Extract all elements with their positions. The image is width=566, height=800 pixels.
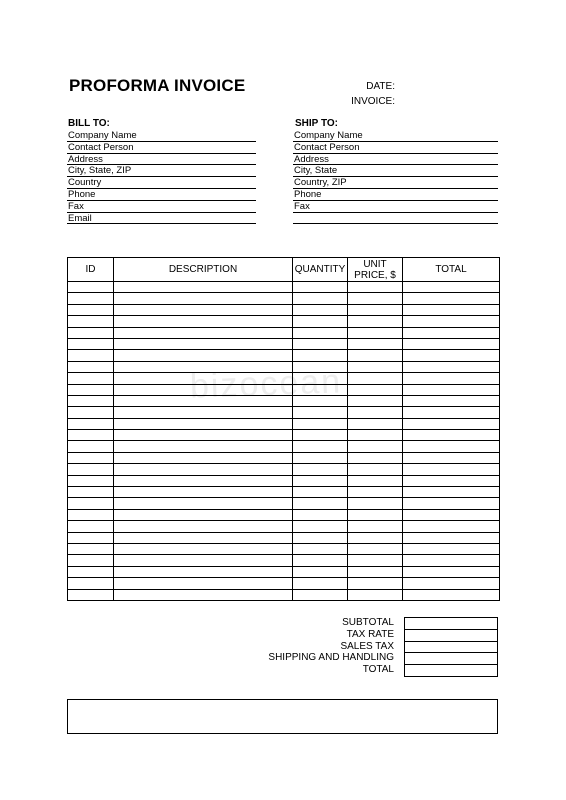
table-cell[interactable] xyxy=(403,327,500,338)
table-cell[interactable] xyxy=(68,418,114,429)
ship-to-field[interactable]: Country, ZIP xyxy=(293,177,498,189)
table-cell[interactable] xyxy=(293,430,348,441)
table-cell[interactable] xyxy=(403,384,500,395)
table-cell[interactable] xyxy=(293,384,348,395)
table-row xyxy=(68,509,500,520)
table-cell[interactable] xyxy=(114,521,293,532)
table-cell[interactable] xyxy=(293,418,348,429)
table-cell[interactable] xyxy=(68,589,114,600)
table-cell[interactable] xyxy=(348,509,403,520)
table-cell[interactable] xyxy=(114,407,293,418)
bill-to-field[interactable]: Phone xyxy=(67,189,256,201)
table-row xyxy=(68,543,500,554)
table-cell[interactable] xyxy=(348,521,403,532)
table-cell[interactable] xyxy=(348,418,403,429)
items-table xyxy=(67,257,500,601)
table-cell[interactable] xyxy=(68,578,114,589)
totals-value-box[interactable] xyxy=(404,653,498,665)
totals-value-box[interactable] xyxy=(404,642,498,654)
table-cell[interactable] xyxy=(68,350,114,361)
table-cell[interactable] xyxy=(68,487,114,498)
table-row xyxy=(68,327,500,338)
table-cell[interactable] xyxy=(348,441,403,452)
table-cell[interactable] xyxy=(293,452,348,463)
table-cell[interactable] xyxy=(114,430,293,441)
table-cell[interactable] xyxy=(293,407,348,418)
table-cell[interactable] xyxy=(403,521,500,532)
table-row xyxy=(68,350,500,361)
table-cell[interactable] xyxy=(293,555,348,566)
table-row xyxy=(68,373,500,384)
table-cell[interactable] xyxy=(114,555,293,566)
table-cell[interactable] xyxy=(114,418,293,429)
table-row xyxy=(68,316,500,327)
totals-top-border xyxy=(404,617,498,618)
table-row xyxy=(68,407,500,418)
table-row xyxy=(68,395,500,406)
table-cell[interactable] xyxy=(348,407,403,418)
table-cell[interactable] xyxy=(114,316,293,327)
table-cell[interactable] xyxy=(403,578,500,589)
table-cell[interactable] xyxy=(68,395,114,406)
table-cell[interactable] xyxy=(68,555,114,566)
table-row xyxy=(68,384,500,395)
table-cell[interactable] xyxy=(348,430,403,441)
table-cell[interactable] xyxy=(403,589,500,600)
ship-to-field[interactable]: Company Name xyxy=(293,130,498,142)
table-cell[interactable] xyxy=(114,384,293,395)
table-cell[interactable] xyxy=(68,498,114,509)
table-cell[interactable] xyxy=(403,452,500,463)
table-cell[interactable] xyxy=(348,316,403,327)
totals-label: SHIPPING AND HANDLING xyxy=(268,652,394,664)
table-cell[interactable] xyxy=(114,532,293,543)
notes-box[interactable] xyxy=(67,699,498,734)
table-cell[interactable] xyxy=(348,293,403,304)
table-cell[interactable] xyxy=(293,498,348,509)
table-cell[interactable] xyxy=(348,327,403,338)
table-cell[interactable] xyxy=(114,566,293,577)
table-row xyxy=(68,430,500,441)
table-cell[interactable] xyxy=(403,430,500,441)
table-cell[interactable] xyxy=(348,475,403,486)
ship-to-field[interactable]: Contact Person xyxy=(293,142,498,154)
table-row xyxy=(68,521,500,532)
table-cell[interactable] xyxy=(348,338,403,349)
table-cell[interactable] xyxy=(403,316,500,327)
table-cell[interactable] xyxy=(114,452,293,463)
table-cell[interactable] xyxy=(403,373,500,384)
table-cell[interactable] xyxy=(114,509,293,520)
page-title: PROFORMA INVOICE xyxy=(69,76,246,95)
column-header-total: TOTAL xyxy=(403,258,500,282)
bill-to-field[interactable]: Company Name xyxy=(67,130,256,142)
table-cell[interactable] xyxy=(293,304,348,315)
table-cell[interactable] xyxy=(293,532,348,543)
table-cell[interactable] xyxy=(114,361,293,372)
totals-label: SUBTOTAL xyxy=(342,617,394,628)
table-cell[interactable] xyxy=(348,464,403,475)
table-row xyxy=(68,304,500,315)
table-cell[interactable] xyxy=(348,361,403,372)
table-cell[interactable] xyxy=(348,578,403,589)
table-cell[interactable] xyxy=(68,384,114,395)
table-cell[interactable] xyxy=(293,464,348,475)
table-cell[interactable] xyxy=(403,487,500,498)
table-cell[interactable] xyxy=(114,498,293,509)
table-cell[interactable] xyxy=(403,282,500,293)
table-cell[interactable] xyxy=(403,304,500,315)
table-cell[interactable] xyxy=(348,452,403,463)
ship-to-field[interactable]: Fax xyxy=(293,201,498,213)
table-cell[interactable] xyxy=(114,475,293,486)
bill-to-heading: BILL TO: xyxy=(68,118,110,129)
table-cell[interactable] xyxy=(114,543,293,554)
totals-label: TAX RATE xyxy=(346,628,394,640)
table-cell[interactable] xyxy=(293,373,348,384)
table-cell[interactable] xyxy=(348,566,403,577)
table-cell[interactable] xyxy=(68,509,114,520)
table-row xyxy=(68,361,500,372)
table-cell[interactable] xyxy=(403,407,500,418)
table-cell[interactable] xyxy=(348,350,403,361)
table-row xyxy=(68,566,500,577)
table-cell[interactable] xyxy=(293,521,348,532)
table-cell[interactable] xyxy=(68,282,114,293)
table-cell[interactable] xyxy=(68,293,114,304)
table-cell[interactable] xyxy=(114,350,293,361)
table-cell[interactable] xyxy=(403,338,500,349)
table-cell[interactable] xyxy=(68,452,114,463)
table-cell[interactable] xyxy=(68,566,114,577)
table-row xyxy=(68,441,500,452)
table-cell[interactable] xyxy=(68,327,114,338)
table-row xyxy=(68,532,500,543)
table-cell[interactable] xyxy=(68,532,114,543)
table-cell[interactable] xyxy=(403,418,500,429)
column-header-quantity: QUANTITY xyxy=(293,258,348,282)
table-cell[interactable] xyxy=(403,464,500,475)
table-cell[interactable] xyxy=(68,304,114,315)
table-row xyxy=(68,452,500,463)
ship-to-field[interactable]: City, State xyxy=(293,165,498,177)
table-row xyxy=(68,498,500,509)
table-cell[interactable] xyxy=(293,441,348,452)
table-cell[interactable] xyxy=(293,509,348,520)
table-row xyxy=(68,282,500,293)
table-cell[interactable] xyxy=(68,441,114,452)
table-row xyxy=(68,475,500,486)
ship-to-heading: SHIP TO: xyxy=(295,118,338,129)
table-cell[interactable] xyxy=(403,543,500,554)
table-cell[interactable] xyxy=(114,578,293,589)
table-cell[interactable] xyxy=(114,441,293,452)
table-cell[interactable] xyxy=(348,555,403,566)
invoice-label: INVOICE: xyxy=(351,96,395,107)
column-header-unit-price: UNIT PRICE, $ xyxy=(348,258,403,282)
table-cell[interactable] xyxy=(68,543,114,554)
table-cell[interactable] xyxy=(68,430,114,441)
table-cell[interactable] xyxy=(348,384,403,395)
table-cell[interactable] xyxy=(348,532,403,543)
table-cell[interactable] xyxy=(114,327,293,338)
table-cell[interactable] xyxy=(293,293,348,304)
table-row xyxy=(68,464,500,475)
table-row xyxy=(68,338,500,349)
table-cell[interactable] xyxy=(68,521,114,532)
table-cell[interactable] xyxy=(68,464,114,475)
ship-to-field[interactable] xyxy=(293,213,498,225)
table-cell[interactable] xyxy=(293,327,348,338)
date-label: DATE: xyxy=(366,81,395,92)
table-cell[interactable] xyxy=(403,395,500,406)
table-cell[interactable] xyxy=(293,282,348,293)
table-cell[interactable] xyxy=(403,475,500,486)
table-cell[interactable] xyxy=(68,475,114,486)
table-cell[interactable] xyxy=(293,487,348,498)
column-header-id: ID xyxy=(68,258,114,282)
watermark: bizocean xyxy=(189,362,343,406)
table-cell[interactable] xyxy=(68,338,114,349)
bill-to-field[interactable]: Email xyxy=(67,213,256,225)
table-cell[interactable] xyxy=(114,293,293,304)
table-row xyxy=(68,293,500,304)
table-cell[interactable] xyxy=(114,282,293,293)
table-cell[interactable] xyxy=(293,543,348,554)
table-cell[interactable] xyxy=(403,509,500,520)
table-cell[interactable] xyxy=(293,338,348,349)
table-cell[interactable] xyxy=(293,589,348,600)
totals-label: SALES TAX xyxy=(340,640,394,652)
table-cell[interactable] xyxy=(293,578,348,589)
totals-label: TOTAL xyxy=(362,664,394,676)
table-cell[interactable] xyxy=(403,566,500,577)
table-cell[interactable] xyxy=(348,487,403,498)
table-cell[interactable] xyxy=(403,441,500,452)
table-cell[interactable] xyxy=(348,373,403,384)
table-cell[interactable] xyxy=(348,589,403,600)
table-cell[interactable] xyxy=(293,350,348,361)
table-cell[interactable] xyxy=(68,316,114,327)
table-cell[interactable] xyxy=(293,566,348,577)
table-cell[interactable] xyxy=(403,293,500,304)
table-cell[interactable] xyxy=(293,475,348,486)
table-cell[interactable] xyxy=(68,373,114,384)
table-cell[interactable] xyxy=(68,361,114,372)
table-row xyxy=(68,578,500,589)
table-cell[interactable] xyxy=(403,555,500,566)
bill-to-field[interactable]: Fax xyxy=(67,201,256,213)
table-cell[interactable] xyxy=(114,338,293,349)
table-cell[interactable] xyxy=(348,498,403,509)
table-cell[interactable] xyxy=(403,350,500,361)
table-cell[interactable] xyxy=(403,361,500,372)
table-cell[interactable] xyxy=(348,395,403,406)
table-cell[interactable] xyxy=(114,487,293,498)
ship-to-field[interactable]: Address xyxy=(293,154,498,166)
table-cell[interactable] xyxy=(114,395,293,406)
bill-to-field[interactable]: Address xyxy=(67,154,256,166)
table-cell[interactable] xyxy=(348,304,403,315)
column-header-description: DESCRIPTION xyxy=(114,258,293,282)
totals-value-box[interactable] xyxy=(404,618,498,630)
totals-value-box[interactable] xyxy=(404,665,498,677)
bill-to-field[interactable]: Contact Person xyxy=(67,142,256,154)
totals-value-box[interactable] xyxy=(404,630,498,642)
table-cell[interactable] xyxy=(114,304,293,315)
table-row xyxy=(68,589,500,600)
table-row xyxy=(68,487,500,498)
table-cell[interactable] xyxy=(293,395,348,406)
ship-to-field[interactable]: Phone xyxy=(293,189,498,201)
table-row xyxy=(68,555,500,566)
table-cell[interactable] xyxy=(114,464,293,475)
table-cell[interactable] xyxy=(348,543,403,554)
table-cell[interactable] xyxy=(403,532,500,543)
bill-to-field[interactable]: City, State, ZIP xyxy=(67,165,256,177)
table-cell[interactable] xyxy=(403,498,500,509)
table-cell[interactable] xyxy=(293,316,348,327)
table-cell[interactable] xyxy=(348,282,403,293)
bill-to-field[interactable]: Country xyxy=(67,177,256,189)
table-row xyxy=(68,418,500,429)
table-cell[interactable] xyxy=(114,373,293,384)
table-cell[interactable] xyxy=(293,361,348,372)
table-cell[interactable] xyxy=(68,407,114,418)
table-cell[interactable] xyxy=(114,589,293,600)
